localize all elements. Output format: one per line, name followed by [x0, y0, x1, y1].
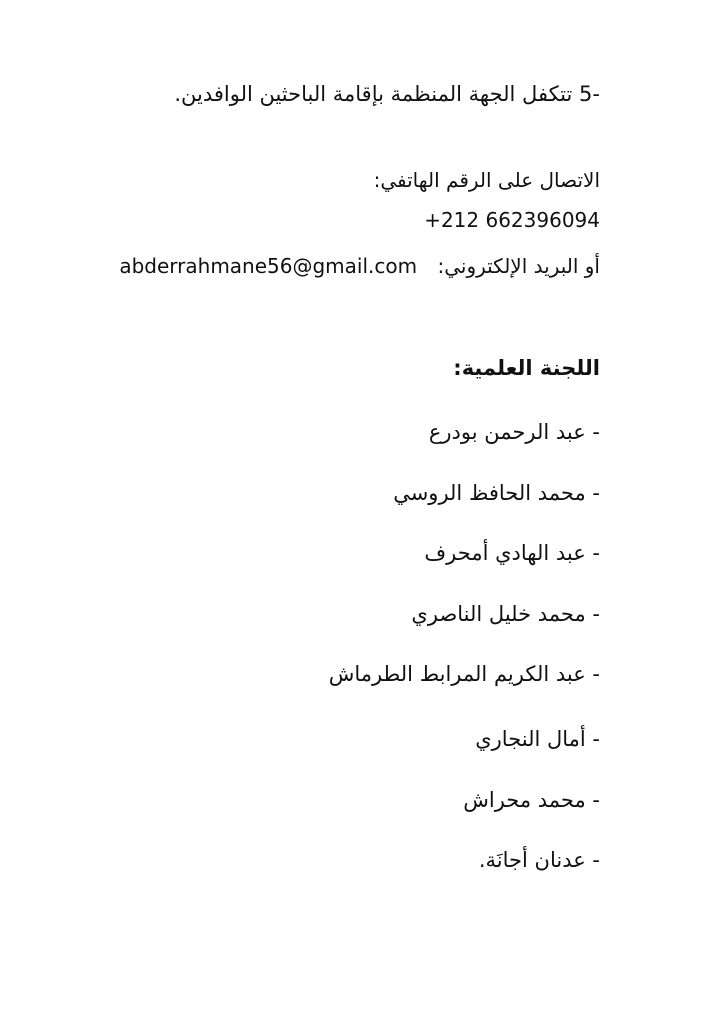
- committee-member: - عبد الهادي أمحرف: [424, 541, 600, 565]
- email-row: [119, 252, 600, 280]
- committee-member: - عدنان أجانَة.: [478, 848, 600, 872]
- committee-title: اللجنة العلمية:: [453, 356, 600, 380]
- committee-member: - محمد محراش: [463, 788, 600, 812]
- committee-member: - أمال النجاري: [475, 727, 600, 751]
- numbered-point: [174, 80, 600, 108]
- phone-label: الاتصال على الرقم الهاتفي:: [373, 168, 600, 192]
- committee-member: - عبد الرحمن بودرع: [428, 420, 600, 444]
- email-address: abderrahmane56@gmail.com: [119, 254, 418, 278]
- email-label: أو البريد الإلكتروني:: [437, 254, 600, 278]
- committee-member: - عبد الكريم المرابط الطرماش: [328, 662, 600, 686]
- committee-member: - محمد خليل الناصري: [411, 602, 600, 626]
- point-number: 5-: [579, 82, 600, 106]
- point-text: تتكفل الجهة المنظمة بإقامة الباحثين الوافدين.: [174, 82, 573, 106]
- committee-member: - محمد الحافظ الروسي: [393, 481, 600, 505]
- phone-number: +212 662396094: [424, 208, 600, 232]
